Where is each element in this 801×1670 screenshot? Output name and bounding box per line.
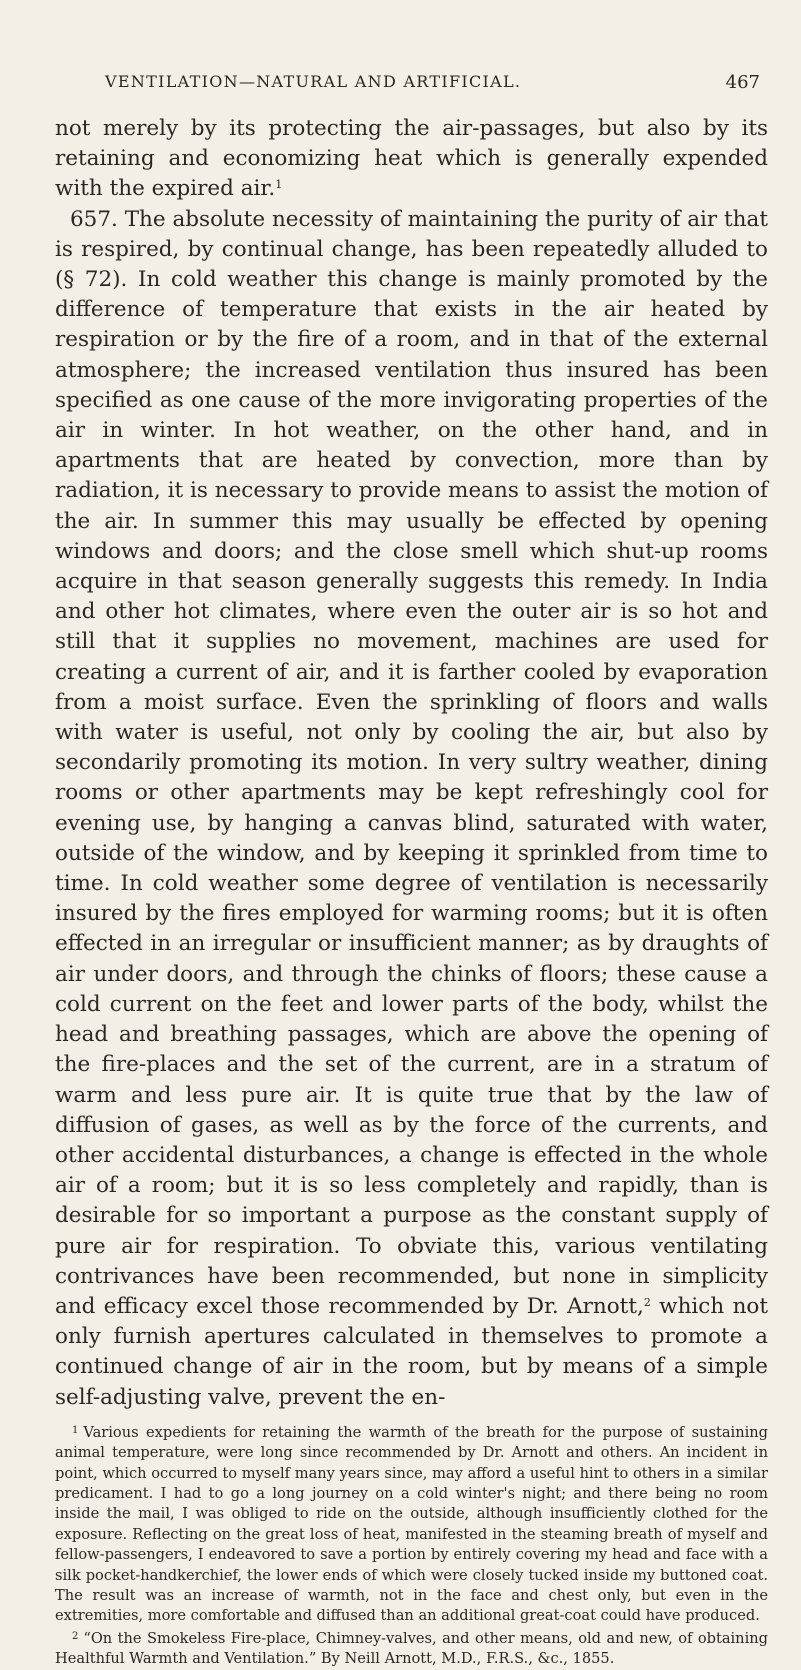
footnotes <box>55 1421 768 1670</box>
page-header <box>55 72 768 106</box>
paragraph-657 <box>55 205 768 1413</box>
running-head: VENTILATION—NATURAL AND ARTIFICIAL. <box>105 72 522 91</box>
paragraph-text: not merely by its protecting the air-passages, but also by its retaining and economizing heat which is generally expended with the expired air. <box>55 116 768 202</box>
footnote-marker: 2 <box>72 1630 79 1642</box>
footnote-ref-1: 1 <box>275 178 283 192</box>
footnote-text: Various expedients for retaining the warmth of the breath for the purpose of sustaining animal temperature, were long since recommended by Dr. Arnott and others. An incident in point, which occurred to myself many years since, may afford a useful hint to others in a similar predicament. I had to go a long journey on a cold winter's night; and there being no room inside the mail, I was obliged to ride on the outside, although insufficiently clothed for the exposure. Reflecting on the great loss of heat, manifested in the steaming breath of myself and fellow-passengers, I endeavored to save a portion by entirely covering my head and face with a silk pocket-handkerchief, the lower ends of which were closely tucked inside my buttoned coat. The result was an increase of warmth, not in the face and chest only, but even in the extremities, more comfortable and diffused than an additional great-coat could have produced. <box>55 1423 768 1625</box>
paragraph-continued <box>55 114 768 205</box>
paragraph-text-end: which not only furnish apertures calculated in themselves to promote a continued change of air in the room, but by means of a simple self-adjusting valve, prevent the en- <box>55 1293 768 1410</box>
footnote-1 <box>55 1421 768 1627</box>
footnote-text: “On the Smokeless Fire-place, Chimney-valves, and other means, old and new, of obtaining Healthful Warmth and Ventilation.” By Neill Arnott, M.D., F.R.S., &c., 1855. <box>55 1629 768 1668</box>
paragraph-text: 657. The absolute necessity of maintaining the purity of air that is respired, by continual change, has been repeatedly alluded to (§ 72). In cold weather this change is mainly promoted by the difference of temperature that exists in the air heated by respiration or by the fire of a room, and in that of the external atmosphere; the increased ventilation thus insured has been specified as one cause of the more invigorating properties of the air in winter. In hot weather, on the other hand, and in apartments that are heated by convection, more than by radiation, it is necessary to provide means to assist the motion of the air. In summer this may usually be effected by opening windows and doors; and the close smell which shut-up rooms acquire in that season generally suggests this remedy. In India and other hot climates, where even the outer air is so hot and still that it supplies no movement, machines are used for creating a current of air, and it is farther cooled by evaporation from a moist surface. Even the sprinkling of floors and walls with water is useful, not only by cooling the air, but also by secondarily promoting its motion. In very sultry weather, dining rooms or other apartments may be kept refreshingly cool for evening use, by hanging a canvas blind, saturated with water, outside of the window, and by keeping it sprinkled from time to time. In cold weather some degree of ventilation is necessarily insured by the fires employed for warming rooms; but it is often effected in an irregular or insufficient manner; as by draughts of air under doors, and through the chinks of floors; these cause a cold current on the feet and lower parts of the body, whilst the head and breathing passages, which are above the opening of the fire-places and the set of the current, are in a stratum of warm and less pure air. It is quite true that by the law of diffusion of gases, as well as by the force of the currents, and other accidental disturbances, a change is effected in the whole air of a room; but it is so less completely and rapidly, than is desirable for so important a purpose as the constant supply of pure air for respiration. To obviate this, various ventilating contrivances have been recommended, but none in simplicity and efficacy excel those recommended by Dr. Arnott, <box>55 206 768 1319</box>
footnote-ref-2: 2 <box>643 1295 651 1309</box>
book-page <box>55 0 768 1670</box>
body-text <box>55 114 768 1413</box>
footnote-marker: 1 <box>72 1424 79 1436</box>
footnote-2 <box>55 1627 768 1670</box>
page-number: 467 <box>725 72 760 93</box>
